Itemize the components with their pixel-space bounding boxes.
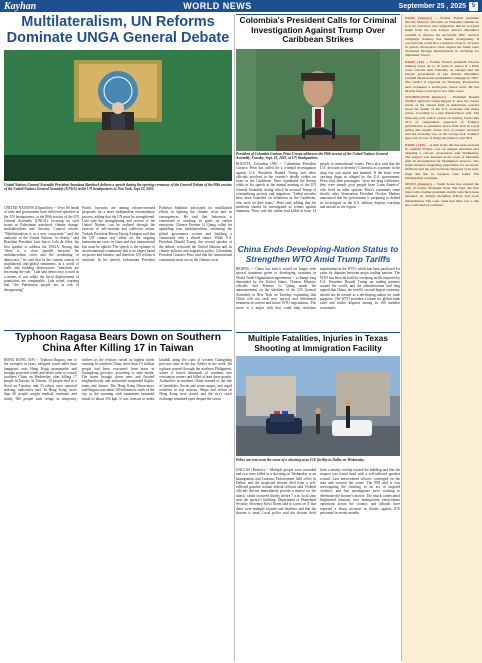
masthead-bar	[0, 0, 482, 12]
china-story-body: BEIJING -- China has said it would no longer seek special treatment given to developing countries in World Trade Organization agreements -- a change long demanded by the United States. Chinese Ministry officials said Premier Li Qiang made the announcement on the sidelines of the UN General Assembly in New York on Tuesday, explaining that China will not seek new special and differential treatment in current and future WTO negotiations. The move is a major shift that could help revitalize negotiations at the WTO, which has been paralyzed for years by disputes between major trading nations. The WTO has been hit hard by sweeping tariffs imposed by U.S. President Donald Trump on trading partners around the world, and the administration had long argued that China, the world's second-largest economy, should not be treated as a developing nation for trade purposes. The WTO provides a forum for global trade rules and settles disputes among its 166 member economies.	[236, 267, 400, 310]
caption-dallas-photo: Police are seen near the scene of a shooting at an ICE facility in Dallas on Wednesday.	[236, 458, 365, 462]
column-divider-left	[234, 14, 235, 661]
caption-petro-photo: President of Colombia Gustavo Petro Urrego addresses the 80th session of the United Nations General Assembly, Tuesday, Sept. 23, 2025, at UN headquarters.	[236, 152, 388, 161]
brief-item	[405, 95, 479, 141]
typhoon-top-rule	[4, 330, 232, 331]
brief-item	[405, 60, 479, 93]
unga-photo-illustration	[4, 50, 232, 181]
dallas-police-photo	[236, 356, 400, 456]
headline-colombia: Colombia's President Calls for Criminal Investigation Against Trump Over Caribbean Strikes	[239, 15, 397, 45]
brief-dateline: PARIS (AP) --	[405, 59, 429, 64]
headline-typhoon: Typhoon Ragasa Bears Down on Southern China After Killing 17 in Taiwan	[15, 332, 221, 354]
headline-dallas: Multiple Fatalities, Injuries in Texas Shooting at Immigration Facility	[248, 333, 388, 353]
unga-podium-photo	[4, 50, 232, 181]
issue-date: September 25 , 2025	[398, 2, 466, 10]
brief-item	[405, 143, 479, 180]
brief-item	[405, 16, 479, 58]
masthead-date-block	[399, 2, 478, 11]
brief-dateline: PARIS (Reuters) --	[405, 16, 438, 20]
brief-text: President Donald Trump's approval rating slipped to near the lowest levels of his current term as Americans worried about the health of the U.S. economy and rising prices, according to a new Reuters/Ipsos poll. The three-day poll, which closed on Sunday, found that 41% of respondents approved of Trump's performance as president, down from 42% in a poll earlier this month. Some 54% of people surveyed said the economy was on the wrong track. Trump's approval on cost of living has fallen to just 30%.	[405, 94, 479, 141]
brief-text: Former French president Nicolas Sarkozy faces up to 10 years in prison if a Paris court convicts him Thursday on charges that the Libyan government of late dictator Muammar Gaddafi financed his presidential campaign in 2007. The verdict is expected on Thursday. Prosecutors have requested a seven-year prison term. He has already been convicted in two other cases.	[405, 59, 479, 93]
headline-china-wto: China Ends Developing-Nation Status to Strengthen WTO Amid Trump Tariffs	[237, 244, 399, 264]
caption-un-photo: United Nations General Assembly President Annalena Baerbock delivers a speech during the opening ceremony of the General Debate of the 80th session of the United Nations General Assembly (UNGA) at the UN headquarters in New York, Sept 23, 2025.	[4, 183, 232, 192]
brief-item	[405, 182, 479, 207]
masthead-logo: Kayhan	[4, 0, 37, 12]
dallas-story-body: DALLAS (Reuters) -- Multiple people were wounded and two were killed in a shooting on Wednesday at an Immigration and Customs Enforcement field office in Dallas, and the suspected shooter died from a self-inflicted gunshot wound, federal officials said. Federal officials did not immediately provide a motive for the attack, which occurred shortly before 7 a.m. local time near the agency's building. Department of Homeland Security Secretary Kristi Noem said in a post on X that there were multiple injuries and fatalities and that the shooter is dead. Local police said the shooter fired from a nearby rooftop toward the building and that the suspect was found dead with a self-inflicted gunshot wound. Law enforcement officers converged on the area and secured the scene. The FBI said it was investigating the shooting as an act of targeted violence, and that investigators were working to determine the shooter's motive. The attack comes amid heightened tensions over immigration enforcement operations across the country, and officials have reported a sharp increase in threats against ICE personnel in recent months.	[236, 468, 400, 515]
brief-text: Former French president Nicolas Sarkozy will learn on Thursday whether he is to be convicted over allegations that he accepted funds from the late Libyan dictator Muammar Gaddafi to finance his successful 2007 election campaign. Sarkozy has denied wrongdoing. If convicted he could face a sentence of up to 10 years in prison. Prosecutors have argued the funds were channeled through intermediaries in exchange for diplomatic favors.	[405, 16, 480, 58]
brief-text: South Korea has arrested the wife of former President Yoon Suk Yeol, the first time both a former president and his wife have been detained, on charges including bribery and stock manipulation. The court ruled that there was a risk she could destroy evidence.	[405, 181, 479, 207]
page-number: 5	[469, 2, 478, 11]
brief-text: A man in his 40s has been arrested in southern France over an alleged extremist plot targeting a concert, prosecutors said Wednesday. The suspect was detained in the town of Marseille after an investigation by intelligence services, who found material suggesting preparation for an attack. Officials said the plot had been disrupted at an early stage and that no weapons were found. The investigation continues.	[405, 142, 479, 180]
un-story-col-1: UNITED NATIONS (Dispatches) -- Over 80 heads of state and government have delivered speeches at the UN headquarters, at the 80th session of the UN General Assembly (UNGA), focusing on such issues as Palestinian statehood, climate change, multilateralism and Security Council reform. "Multilateralism is at a new crossroads," said the authority of the United Nations "is clearly," said Brazilian President Luiz Inacio Lula da Silva, the first speaker to address the UNGA. Noting that "there is a close parallel between the multilateralism crisis and the weakening of democracy," he said that in the current context of multilateral, anti-global sentiments, in a world of walls and building democracies "sanctions are becoming the rule." Lula said democracy is used as a means of war while the fiscal displacement of population are comparable. Lula noted, warning that "the Palestinian people are at risk of disappearing"	[4, 206, 79, 292]
headline-un-debate: Multilateralism, UN Reforms Dominate UNGA General Debate	[6, 14, 230, 46]
brief-dateline: WASHINGTON (Reuters) --	[405, 94, 451, 99]
un-story-col-2: Putin's forecasts are among reform-oriented proposals for a more independent reformulation process, adding that the UN must be strengthened. Lula said the strengthening and reform of the United Nations can be realized through the exercise of self-restraint and collective action. Turkish President Recep Tayyip Erdogan said that the UN cannot stay silent on the ongoing humanitarian crisis in Gaza and that international law must be upheld. The speech is the epitome of an international community that is no longer based on justice and fairness, and therefore UN reform is essential. In his speech, Indonesian President Prabowo Subianto advocated for multilateral efforts in fighting the climate crisis and its consequences. He said that Indonesia is committed to reaching its goals on carbon emissions. Chinese Premier Li Qiang called for upholding true multilateralism, reforming the global governance system and building a community with a shared future. While U.S. President Donald Trump, the second speaker of the debate, criticized the United Nations and its climate policies and migration policy. Colombian President Gustavo Petro said that the international community must act on the climate crisis.	[82, 206, 232, 262]
news-briefs-sidebar	[402, 14, 482, 663]
brief-dateline: PARIS (AFP) --	[405, 142, 429, 147]
petro-photo	[236, 49, 400, 151]
petro-photo-illustration	[236, 49, 400, 151]
colombia-story-body: BOGOTA, Colombia (AP) -- Colombian President Gustavo Petro has called for a criminal investigation against U.S. President Donald Trump and other officials involved in the country's deadly strikes on boats in the Caribbean. Petro repudiated the threats while in his speech at the annual meeting of the UN General Assembly during which he accused Trump of criminalizing poverty and migration. "Lethal missiles have been launched on fishermen in the Caribbean, who were on their boats," Petro said, adding that the incidents should be investigated as crimes against humanity. Petro said the strikes had killed at least 14 people in international waters. Petro also said that the U.S. decision to decertify Colombia as a partner in the drug war was unjust and harmful. If the boats were carrying drugs as alleged by the U.S. government, Petro said, their passengers "were not drug traffickers, they were simply poor people from Latin America" who lived on other options. Petro's comments came shortly after Venezuelan President Nicolas Maduro announced that his government is preparing to defend its sovereignty as the U.S. military deploys warships and aircraft in the region.	[236, 162, 400, 214]
typhoon-story-body: HONG KONG (AP) -- Typhoon Ragasa, one of the strongest in years, whipped waves taller than lampposts onto Hong Kong promenades and brought powerful winds and heavy rains to coastal southern China on Wednesday after killing 17 people in Taiwan. In Taiwan, 14 people died in a flood on Tuesday, and 33 others were reported missing, authorities said. In Hong Kong, more than 60 people sought medical treatment and nearly 900 people took refuge in temporary shelters as the territory raised its highest storm warning. In southern China, more than 1.9 million people had been evacuated from areas in Guangdong province, according to state media. The storm brought down trees and flooded neighborhoods, and authorities suspended flights, trains and classes. The Hong Kong Observatory said Ragasa was about 100 kilometers south of the city in the morning with maximum sustained winds of about 195 kph. It was forecast to make landfall along the coast of western Guangdong province later in the day. Earlier in the week, the typhoon passed through the northern Philippines, where it forced thousands of residents into evacuation centers and killed at least three people. Authorities in southern China warned of the risk of landslides, floods and storm surges, and urged residents to stay indoors. Shops and offices in Hong Kong were closed, and the city's stock exchange remained open despite the storm.	[4, 358, 232, 401]
brief-dateline: SEOUL (Reuters) --	[405, 181, 436, 186]
section-title: WORLD NEWS	[183, 1, 252, 11]
dallas-photo-illustration	[236, 356, 400, 456]
